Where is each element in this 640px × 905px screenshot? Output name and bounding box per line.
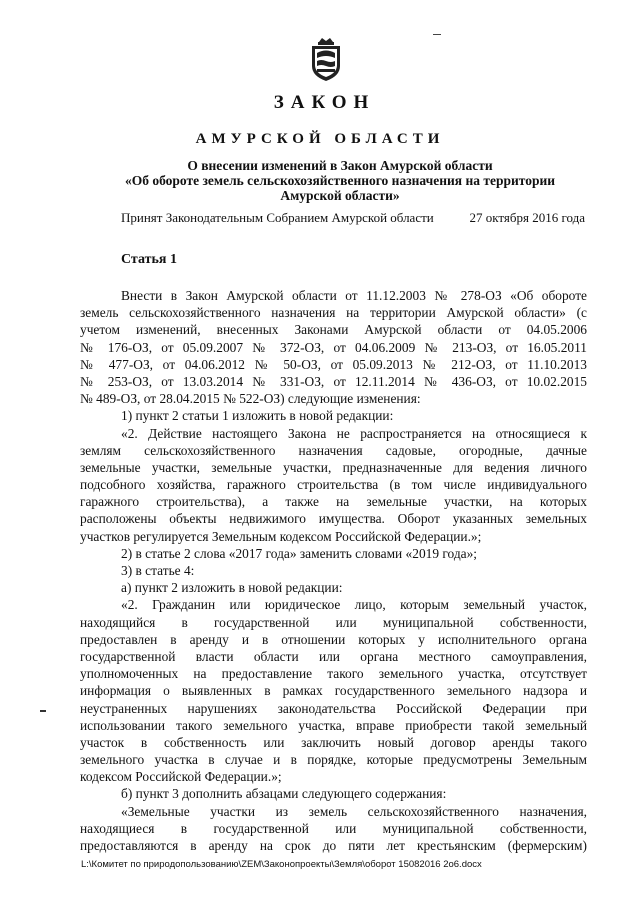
text-line: участок в собственность или заключить новый договор аренды такого bbox=[80, 734, 587, 750]
text-line: землям сельскохозяйственного назначения садовые, огородные, дачные bbox=[80, 442, 587, 458]
text-line: № 253-ОЗ, от 13.03.2014 № 331-ОЗ, от 12.11.2014 № 436-ОЗ, от 10.02.2015 bbox=[80, 373, 587, 389]
subject-line: «Об обороте земель сельскохозяйственного назначения на территории bbox=[124, 173, 556, 188]
text-line: уполномоченных на предоставление такого земельного участка, отсутствует bbox=[80, 666, 587, 682]
text-line: информация о выявленных в рамках государственного земельного надзора и bbox=[80, 683, 587, 699]
article-body bbox=[80, 287, 587, 854]
text-line: 3) в статье 4: bbox=[121, 563, 195, 578]
file-path-footer: L:\Комитет по природопользованию\ZEM\Законопроекты\Земля\оборот 15082016 2о6.docx bbox=[81, 859, 482, 870]
adopted-by: Принят Законодательным Собранием Амурской области bbox=[121, 210, 434, 225]
text-line: № 176-ОЗ, от 05.09.2007 № 372-ОЗ, от 04.06.2009 № 213-ОЗ, от 16.05.2011 bbox=[80, 339, 587, 355]
law-subject bbox=[80, 158, 600, 203]
text-line: государственной власти области или органа местного самоуправления, bbox=[80, 648, 587, 664]
coat-of-arms-emblem bbox=[309, 36, 343, 82]
text-line: 1) пункт 2 статьи 1 изложить в новой редакции: bbox=[121, 408, 394, 424]
text-line: предоставляются в аренду на срок до пяти лет крестьянским (фермерским) bbox=[80, 838, 587, 853]
text-line: Внести в Закон Амурской области от 11.12.2003 № 278-ОЗ «Об обороте bbox=[121, 288, 587, 303]
text-line: земель сельскохозяйственного назначения на территории Амурской области» (с bbox=[80, 305, 587, 321]
text-line: земельного участка в случае и в порядке, которые предусмотрены Земельным bbox=[80, 752, 587, 768]
text-line: 2) в статье 2 слова «2017 года» заменить словами «2019 года»; bbox=[121, 545, 478, 561]
text-line: подсобного хозяйства, гаражного строительства (в том числе индивидуального bbox=[80, 477, 587, 493]
text-line: использовании такого земельного участка, вправе приобрести такой земельный bbox=[80, 717, 587, 733]
scan-mark bbox=[433, 34, 441, 35]
text-line: находящийся в государственной или муниципальной собственности, bbox=[80, 614, 587, 630]
text-line: находящиеся в государственной или муниципальной собственности, bbox=[80, 820, 587, 836]
scan-mark bbox=[40, 710, 46, 712]
adopted-date: 27 октября 2016 года bbox=[469, 210, 585, 225]
text-line: неустраненных нарушениях законодательства Российской Федерации при bbox=[80, 700, 587, 716]
text-line: «2. Действие настоящего Закона не распространяется на относящиеся к bbox=[121, 425, 587, 441]
text-line: участков регулируется Земельным кодексом Российской Федерации.»; bbox=[80, 528, 482, 544]
text-line: № 477-ОЗ, от 04.06.2012 № 50-ОЗ, от 05.09.2013 № 212-ОЗ, от 11.10.2013 bbox=[80, 356, 587, 372]
text-line: расположены объекты недвижимого имущества. Оборот указанных земельных bbox=[80, 511, 587, 527]
text-line: «Земельные участки из земель сельскохозяйственного назначения, bbox=[121, 803, 587, 819]
text-line: гаражного строительства), а также на земельные участки, на которых bbox=[80, 494, 587, 510]
region-title: АМУРСКОЙ ОБЛАСТИ bbox=[195, 131, 445, 147]
text-line: кодексом Российской Федерации.»; bbox=[80, 769, 282, 785]
text-line: б) пункт 3 дополнить абзацами следующего содержания: bbox=[121, 786, 447, 802]
text-line: предоставлен в аренду и в отношении которых у исполнительного органа bbox=[80, 631, 587, 647]
law-title: ЗАКОН bbox=[273, 92, 376, 113]
text-line: земельные участки, земельные участки, предназначенные для ведения личного bbox=[80, 459, 587, 475]
subject-line: О внесении изменений в Закон Амурской области bbox=[187, 158, 493, 173]
text-line: «2. Гражданин или юридическое лицо, которым земельный участок, bbox=[121, 597, 587, 613]
subject-line: Амурской области» bbox=[280, 188, 400, 203]
text-line: а) пункт 2 изложить в новой редакции: bbox=[121, 580, 343, 596]
text-line: учетом изменений, внесенных Законами Амурской области от 04.05.2006 bbox=[80, 322, 587, 338]
text-line: № 489-ОЗ, от 28.04.2015 № 522-ОЗ) следующие изменения: bbox=[80, 391, 421, 407]
article-title: Статья 1 bbox=[121, 252, 177, 267]
